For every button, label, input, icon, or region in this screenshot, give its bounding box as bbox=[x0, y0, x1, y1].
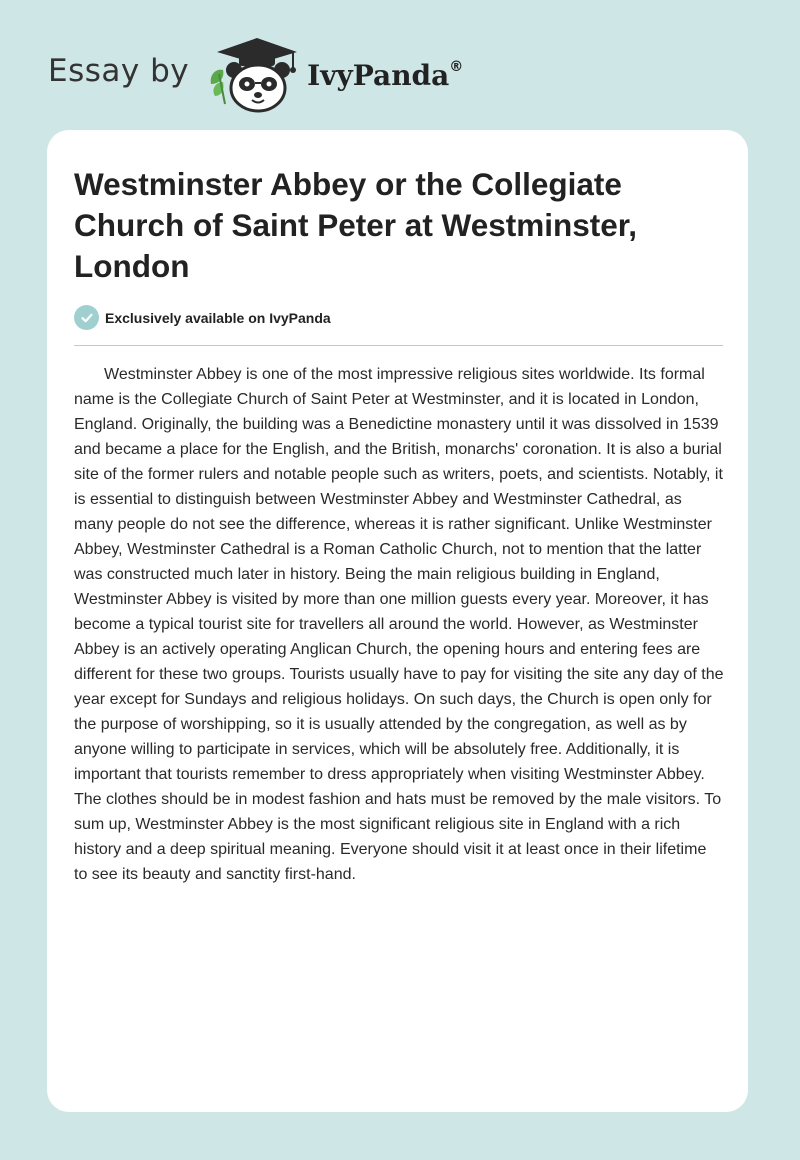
essay-card bbox=[47, 130, 748, 1112]
essay-by-label: Essay by bbox=[48, 53, 190, 89]
essay-body: Westminster Abbey is one of the most impressive religious sites worldwide. Its formal name is the Collegiate Church of Saint Peter at Westminster, and it is located in London, England. Originally, the building was a Benedictine monastery until it was dissolved in 1539 and became a place for the English, and the British, monarchs' coronation. It is also a burial site of the former rulers and notable people such as writers, poets, and scientists. Notably, it is essential to distinguish between Westminster Abbey and Westminster Cathedral, as many people do not see the difference, whereas it is rather significant. Unlike Westminster Abbey, Westminster Cathedral is a Roman Catholic Church, not to mention that the latter was constructed much later in history. Being the main religious building in England, Westminster Abbey is visited by more than one million guests every year. Moreover, it has become a typical tourist site for travellers all around the world. However, as Westminster Abbey is an actively operating Anglican Church, the opening hours and entering fees are different for these two groups. Tourists usually have to pay for visiting the site any day of the year except for Sundays and religious holidays. On such days, the Church is open only for the purpose of worshipping, so it is usually attended by the congregation, as well as by anyone willing to participate in services, which will be absolutely free. Additionally, it is important that tourists remember to dress appropriately when visiting Westminster Abbey. The clothes should be in modest fashion and hats must be removed by the male visitors. To sum up, Westminster Abbey is the most significant religious site in England with a rich history and a deep spiritual meaning. Everyone should visit it at least once in their lifetime to see its beauty and sanctity first-hand. bbox=[74, 366, 724, 883]
brand-text: IvyPanda bbox=[307, 58, 450, 92]
check-icon bbox=[74, 305, 99, 330]
exclusive-badge bbox=[74, 305, 331, 330]
site-header bbox=[48, 34, 463, 114]
exclusive-label: Exclusively available on IvyPanda bbox=[105, 309, 331, 326]
panda-graduate-icon bbox=[205, 34, 301, 114]
essay-title: Westminster Abbey or the Collegiate Church of Saint Peter at Westminster, London bbox=[74, 166, 638, 284]
registered-mark: ® bbox=[449, 58, 464, 75]
brand-name bbox=[307, 59, 463, 92]
divider bbox=[74, 345, 723, 346]
